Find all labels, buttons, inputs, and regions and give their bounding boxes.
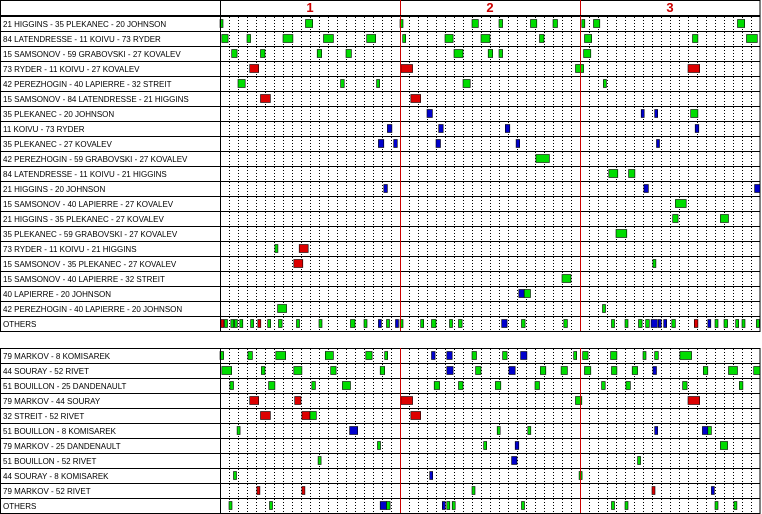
row-label: 15 SAMSONOV - 84 LATENDRESSE - 21 HIGGINS xyxy=(3,95,189,104)
shift-bar-even xyxy=(275,245,278,253)
shift-bar-even xyxy=(380,367,385,375)
period-label: 1 xyxy=(306,0,314,15)
shift-bar-even xyxy=(693,35,698,43)
shift-bar-even xyxy=(367,35,376,43)
shift-bar-pk xyxy=(447,352,452,360)
shift-bar-even xyxy=(736,320,739,328)
shift-bar-even xyxy=(312,382,316,390)
shift-bar-even xyxy=(385,352,388,360)
shift-bar-even xyxy=(318,457,321,465)
shift-bar-even xyxy=(497,427,500,435)
shift-bar-pk xyxy=(516,140,520,148)
shift-bar-even xyxy=(626,382,631,390)
shift-bar-pk xyxy=(655,427,658,435)
shift-bar-even xyxy=(708,427,712,435)
row-label: 42 PEREZHOGIN - 59 GRABOVSKI - 27 KOVALEV xyxy=(3,155,188,164)
shift-bar-even xyxy=(279,320,283,328)
shift-bar-even xyxy=(268,320,271,328)
shift-bar-pp xyxy=(411,412,421,420)
row-label: 79 MARKOV - 25 DANDENAULT xyxy=(3,442,121,451)
shift-bar-even xyxy=(495,382,500,390)
row-label: 35 PLEKANEC - 20 JOHNSON xyxy=(3,110,115,119)
shift-bar-even xyxy=(672,320,676,328)
shift-bar-pk xyxy=(442,502,445,510)
shift-bar-even xyxy=(499,50,503,58)
shift-bar-even xyxy=(230,382,234,390)
shift-bar-even xyxy=(421,320,424,328)
shift-bar-pk xyxy=(430,472,433,480)
shift-bar-even xyxy=(720,215,728,223)
shift-bar-even xyxy=(564,320,568,328)
shift-bar-even xyxy=(454,50,463,58)
shift-bar-even xyxy=(584,50,591,58)
shift-bar-even xyxy=(283,35,293,43)
shift-bar-pk xyxy=(657,140,660,148)
shift-bar-even xyxy=(675,200,686,208)
shift-bar-even xyxy=(503,352,508,360)
shift-bar-pk xyxy=(350,427,358,435)
shift-bar-even xyxy=(609,170,618,178)
row-label: OTHERS xyxy=(3,502,37,511)
shift-bar-pp xyxy=(261,412,271,420)
shift-bar-pk xyxy=(378,140,383,148)
row-label: 42 PEREZHOGIN - 40 LAPIERRE - 20 JOHNSON xyxy=(3,305,183,314)
shift-bar-even xyxy=(655,352,659,360)
shift-bar-pp xyxy=(295,397,301,405)
shift-bar-even xyxy=(562,275,571,283)
shift-bar-pk xyxy=(641,110,644,118)
shift-bar-even xyxy=(240,320,243,328)
shift-bar-even xyxy=(472,487,475,495)
shift-bar-pk xyxy=(521,352,527,360)
shift-bar-pp xyxy=(401,65,413,73)
shift-bar-pk xyxy=(396,320,399,328)
shift-bar-even xyxy=(632,367,637,375)
shift-bar-even xyxy=(377,80,380,88)
shift-bar-pk xyxy=(708,320,711,328)
shift-bar-pp xyxy=(688,65,700,73)
shift-bar-even xyxy=(528,427,531,435)
shift-bar-even xyxy=(611,352,617,360)
shift-bar-pk xyxy=(711,487,714,495)
shift-bar-even xyxy=(234,320,237,328)
shift-bar-pk xyxy=(432,352,436,360)
shift-bar-even xyxy=(535,382,540,390)
shift-bar-even xyxy=(594,20,600,28)
shift-bar-even xyxy=(625,320,628,328)
row-label: 15 SAMSONOV - 40 LAPIERRE - 27 KOVALEV xyxy=(3,200,174,209)
shift-bar-pk xyxy=(447,367,453,375)
shift-bar-even xyxy=(364,320,367,328)
shift-bar-even xyxy=(222,367,232,375)
shift-bar-even xyxy=(612,367,617,375)
period-label: 3 xyxy=(666,0,674,15)
row-label: 51 BOUILLON - 8 KOMISAREK xyxy=(3,427,116,436)
shift-bar-pp xyxy=(221,320,224,328)
shift-bar-even xyxy=(488,50,493,58)
shift-bar-even xyxy=(238,80,245,88)
shift-bar-even xyxy=(639,320,643,328)
shift-bar-even xyxy=(317,50,322,58)
row-label: 79 MARKOV - 44 SOURAY xyxy=(3,397,101,406)
shift-bar-even xyxy=(341,80,345,88)
shift-bar-pp xyxy=(250,65,259,73)
shift-bar-even xyxy=(603,305,606,313)
row-label: 35 PLEKANEC - 59 GRABOVSKI - 27 KOVALEV xyxy=(3,230,178,239)
row-label: 44 SOURAY - 8 KOMISAREK xyxy=(3,472,109,481)
row-label: 35 PLEKANEC - 27 KOVALEV xyxy=(3,140,112,149)
shift-bar-even xyxy=(237,427,240,435)
shift-bar-pp xyxy=(401,397,413,405)
shift-bar-even xyxy=(715,502,718,510)
row-label: 32 STREIT - 52 RIVET xyxy=(3,412,85,421)
shift-bar-even xyxy=(673,215,678,223)
shift-bar-even xyxy=(616,230,627,238)
shift-bar-even xyxy=(522,320,526,328)
shift-bar-even xyxy=(680,352,692,360)
shift-bar-even xyxy=(247,35,251,43)
shift-bar-even xyxy=(222,35,228,43)
row-label: 73 RYDER - 11 KOIVU - 27 KOVALEV xyxy=(3,65,140,74)
shift-bar-even xyxy=(638,457,641,465)
shift-bar-even xyxy=(476,367,481,375)
shift-bar-even xyxy=(331,367,336,375)
row-label: 79 MARKOV - 52 RIVET xyxy=(3,487,91,496)
shift-bar-even xyxy=(756,320,759,328)
shift-bar-even xyxy=(378,442,381,450)
shift-bar-even xyxy=(251,320,254,328)
shift-bar-even xyxy=(484,442,487,450)
shift-bar-even xyxy=(452,502,455,510)
shift-bar-pp xyxy=(411,95,421,103)
shift-bar-pk xyxy=(502,320,507,328)
shift-bar-even xyxy=(742,320,745,328)
row-label: 15 SAMSONOV - 59 GRABOVSKI - 27 KOVALEV xyxy=(3,50,181,59)
shift-bar-even xyxy=(540,367,545,375)
row-label: 15 SAMSONOV - 40 LAPIERRE - 32 STREIT xyxy=(3,275,165,284)
shift-bar-even xyxy=(445,35,453,43)
shift-bar-even xyxy=(459,320,463,328)
shift-bar-pp xyxy=(257,487,260,495)
header-frame xyxy=(1,1,761,16)
shift-bar-even xyxy=(248,352,253,360)
shift-bar-even xyxy=(683,382,688,390)
shift-bar-even xyxy=(739,382,743,390)
shift-bar-even xyxy=(553,20,558,28)
shift-bar-even xyxy=(522,502,525,510)
shift-bar-even xyxy=(472,352,477,360)
row-label: 21 HIGGINS - 35 PLEKANEC - 27 KOVALEV xyxy=(3,215,164,224)
row-label: OTHERS xyxy=(3,320,37,329)
shift-bar-pk xyxy=(695,125,699,133)
shift-bar-even xyxy=(319,320,322,328)
shift-bar-even xyxy=(576,65,584,73)
row-label: 15 SAMSONOV - 35 PLEKANEC - 27 KOVALEV xyxy=(3,260,177,269)
shift-bar-pk xyxy=(387,125,392,133)
shift-bar-even xyxy=(738,20,745,28)
shift-bar-even xyxy=(342,382,350,390)
shift-bar-pk xyxy=(655,110,658,118)
shift-bar-pp xyxy=(294,260,303,268)
shift-bar-pp xyxy=(688,397,700,405)
shift-bar-pp xyxy=(652,487,655,495)
shift-bar-even xyxy=(229,502,232,510)
shift-bar-even xyxy=(310,412,316,420)
shift-bar-even xyxy=(720,442,727,450)
shift-bar-pk xyxy=(436,140,441,148)
shift-bar-even xyxy=(691,110,698,118)
shift-bar-even xyxy=(447,502,450,510)
shift-bar-pk xyxy=(664,320,667,328)
shift-bar-even xyxy=(278,305,287,313)
row-label: 51 BOUILLON - 52 RIVET xyxy=(3,457,97,466)
shift-bar-even xyxy=(585,367,591,375)
shift-bar-pk xyxy=(755,185,760,193)
shift-bar-pk xyxy=(519,290,524,298)
shift-bar-even xyxy=(499,20,503,28)
shift-bar-even xyxy=(747,35,758,43)
shift-bar-even xyxy=(403,35,406,43)
shift-bar-even xyxy=(561,367,567,375)
row-label: 84 LATENDRESSE - 11 KOIVU - 73 RYDER xyxy=(3,35,161,44)
shift-bar-pk xyxy=(394,140,398,148)
shift-bar-even xyxy=(585,35,592,43)
shift-bar-even xyxy=(225,320,228,328)
shift-bar-even xyxy=(754,367,760,375)
row-label: 11 KOIVU - 73 RYDER xyxy=(3,125,85,134)
shift-bar-even xyxy=(582,20,585,28)
shift-bar-even xyxy=(729,367,738,375)
shift-bar-even xyxy=(306,20,313,28)
shift-bar-even xyxy=(540,35,545,43)
row-label: 21 HIGGINS - 35 PLEKANEC - 20 JOHNSON xyxy=(3,20,167,29)
shift-bar-pp xyxy=(694,320,698,328)
shift-bar-even xyxy=(459,382,464,390)
shift-bar-even xyxy=(261,50,266,58)
shift-bar-even xyxy=(703,367,708,375)
row-label: 42 PEREZHOGIN - 40 LAPIERRE - 32 STREIT xyxy=(3,80,172,89)
row-label: 79 MARKOV - 8 KOMISAREK xyxy=(3,352,111,361)
shift-bar-even xyxy=(472,20,478,28)
shift-bar-even xyxy=(324,35,334,43)
shift-bar-pk xyxy=(512,457,517,465)
shift-bar-pk xyxy=(515,442,519,450)
shift-bar-even xyxy=(387,320,390,328)
row-label: 84 LATENDRESSE - 11 KOIVU - 21 HIGGINS xyxy=(3,170,167,179)
shift-bar-even xyxy=(270,502,273,510)
shift-bar-even xyxy=(434,382,439,390)
row-label: 51 BOUILLON - 25 DANDENAULT xyxy=(3,382,127,391)
shift-bar-even xyxy=(294,367,302,375)
shift-bar-even xyxy=(629,170,635,178)
row-label: 44 SOURAY - 52 RIVET xyxy=(3,367,89,376)
shift-bar-even xyxy=(653,260,656,268)
shift-bar-even xyxy=(603,80,606,88)
shift-bar-even xyxy=(583,352,588,360)
shift-bar-even xyxy=(724,320,728,328)
shift-bar-pk xyxy=(505,125,510,133)
shift-bar-pk xyxy=(658,320,661,328)
shift-bar-pk xyxy=(378,320,381,328)
shift-bar-even xyxy=(232,50,237,58)
shift-bar-even xyxy=(715,320,718,328)
shift-bar-even xyxy=(612,502,615,510)
shift-bar-even xyxy=(602,382,606,390)
shift-bar-even xyxy=(643,352,646,360)
shift-bar-pp xyxy=(250,397,259,405)
shift-bar-even xyxy=(231,320,234,328)
shift-bar-pk xyxy=(651,320,657,328)
shift-bar-pk xyxy=(644,185,649,193)
shift-bar-pp xyxy=(261,95,271,103)
row-label: 40 LAPIERRE - 20 JOHNSON xyxy=(3,290,112,299)
shift-bar-even xyxy=(297,320,300,328)
period-label: 2 xyxy=(486,0,494,15)
shift-bar-pp xyxy=(258,320,261,328)
shift-bar-even xyxy=(463,80,470,88)
shift-bar-even xyxy=(625,502,628,510)
shift-bar-even xyxy=(387,502,391,510)
shift-bar-even xyxy=(261,367,265,375)
shift-bar-even xyxy=(234,472,237,480)
shift-bar-even xyxy=(276,352,286,360)
shift-bar-even xyxy=(481,35,490,43)
shift-bar-even xyxy=(531,20,537,28)
shift-bar-pk xyxy=(380,502,386,510)
shift-bar-pp xyxy=(302,487,305,495)
shift-bar-pp xyxy=(299,245,308,253)
shift-bar-even xyxy=(734,502,737,510)
shift-bar-even xyxy=(366,352,372,360)
shift-bar-pk xyxy=(427,110,432,118)
shift-bar-pk xyxy=(653,367,657,375)
shift-bar-pk xyxy=(384,185,388,193)
shift-bar-even xyxy=(351,320,356,328)
shift-bar-even xyxy=(574,352,577,360)
shift-bar-even xyxy=(346,50,351,58)
shift-bar-even xyxy=(536,155,550,163)
row-label: 73 RYDER - 11 KOIVU - 21 HIGGINS xyxy=(3,245,137,254)
shift-bar-even xyxy=(612,320,615,328)
shift-bar-even xyxy=(325,352,333,360)
shift-bar-even xyxy=(524,290,530,298)
shift-bar-pk xyxy=(702,427,707,435)
shift-bar-even xyxy=(646,320,650,328)
shift-bar-even xyxy=(269,382,275,390)
shift-bar-even xyxy=(432,320,437,328)
shift-bar-pp xyxy=(302,412,310,420)
row-label: 21 HIGGINS - 20 JOHNSON xyxy=(3,185,106,194)
shift-bar-even xyxy=(450,320,453,328)
shift-bar-pk xyxy=(439,125,444,133)
shift-bar-pk xyxy=(509,367,515,375)
